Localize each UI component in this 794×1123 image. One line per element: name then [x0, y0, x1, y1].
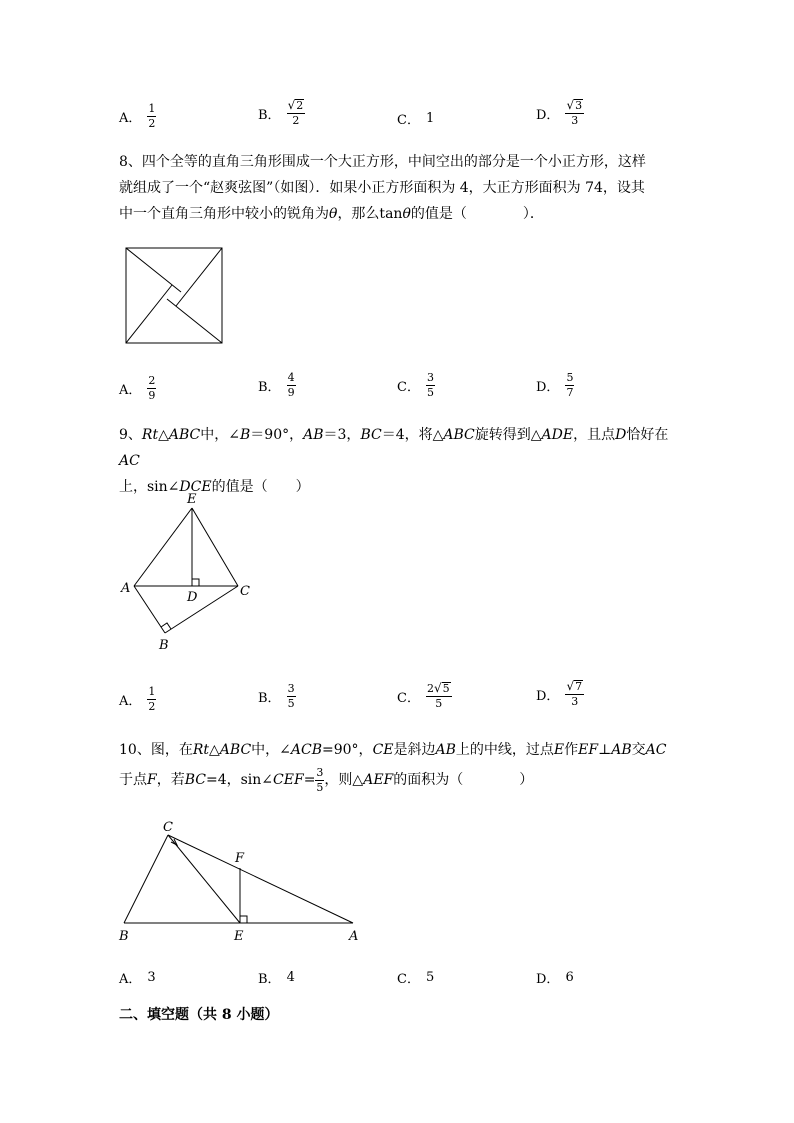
fraction: √ 3 3 — [566, 98, 583, 127]
label-e: E — [234, 929, 244, 944]
q10-option-a[interactable] — [119, 968, 156, 987]
label-c: C — [240, 584, 250, 599]
option-value: 4 — [286, 970, 295, 985]
label-d: D — [187, 590, 198, 605]
option-value: 1 — [425, 111, 435, 126]
q10-option-c[interactable] — [397, 968, 434, 987]
label-b: B — [159, 638, 169, 653]
option-label: B． — [258, 380, 281, 395]
fraction: $\frac{3}{5}$ — [287, 682, 295, 710]
fraction: √ 2 2 — [287, 98, 304, 127]
q8-option-b[interactable] — [258, 372, 296, 399]
fraction: $\frac{1}{2}$ — [148, 685, 156, 713]
option-label: B． — [258, 107, 281, 123]
option-label: B． — [258, 691, 281, 706]
q7-option-a[interactable] — [119, 103, 156, 130]
fraction: √ 7 3 — [566, 679, 583, 708]
option-label: A． — [119, 111, 142, 126]
fraction: $\frac{5}{7}$ — [566, 371, 574, 399]
fraction: $\frac{2}{9}$ — [148, 374, 156, 402]
option-label: B． — [258, 972, 281, 987]
label-e: E — [187, 492, 197, 507]
option-label: A． — [119, 972, 142, 987]
q10-option-b[interactable] — [258, 968, 295, 987]
option-label: D． — [536, 688, 560, 704]
fraction: $\frac{1}{2}$ — [148, 102, 156, 130]
label-a: A — [121, 581, 131, 596]
q8-option-a[interactable] — [119, 375, 156, 402]
fraction: $\frac{3}{5}$ — [426, 371, 434, 399]
fraction: $\frac{4}{9}$ — [287, 371, 295, 399]
label-c: C — [163, 820, 173, 835]
option-value: 5 — [425, 970, 435, 985]
label-a: A — [349, 929, 359, 944]
option-label: C． — [397, 690, 420, 706]
option-label: A． — [119, 694, 142, 709]
q9-option-b[interactable] — [258, 683, 296, 710]
option-label: C． — [397, 972, 420, 987]
fraction: 2 √ 5 5 — [426, 681, 450, 710]
section-heading: 二、填空题（共 8 小题） — [119, 1007, 279, 1023]
q10-triangle-figure — [112, 815, 372, 945]
option-label: D． — [536, 107, 560, 123]
option-value: 6 — [565, 970, 574, 985]
q7-option-b[interactable] — [258, 99, 305, 127]
q9-option-d[interactable] — [536, 680, 584, 708]
option-label: D． — [536, 972, 560, 987]
q8-option-c[interactable] — [397, 372, 435, 399]
q10-option-d[interactable] — [536, 968, 574, 987]
q9-triangle-figure — [118, 488, 258, 658]
label-b: B — [119, 929, 129, 944]
fraction: $\frac{3}{5}$ — [316, 765, 324, 794]
q8-option-d[interactable] — [536, 372, 574, 399]
q9-option-c[interactable] — [397, 682, 452, 710]
label-f: F — [235, 851, 245, 866]
q10-question: 10、图，在Rt△ABC中，∠ACB=90°，CE是斜边AB上的中线，过点E作EF⊥AB交AC 于点F，若BC=4，sin∠CEF= $\frac{3}{5}$ ，则△AEF的面积为（ ） — [119, 742, 667, 794]
q7-option-c[interactable] — [397, 109, 434, 128]
option-label: C． — [397, 380, 420, 395]
q9-question: 9、Rt△ABC中，∠B＝90°，AB＝3，BC＝4，将△ABC旋转得到△ADE，且点D恰好在AC 上，sin∠DCE的值是（ ） — [119, 427, 669, 495]
option-value: 3 — [147, 970, 156, 985]
q8-question: 8、四个全等的直角三角形围成一个大正方形，中间空出的部分是一个小正方形，这样 就组成了一个“赵爽弦图”（如图）．如果小正方形面积为 4，大正方形面积为 74，设其 中一个直角三角形中较小的锐角为θ，那么tanθ的值是（ ）． — [119, 154, 646, 222]
option-label: C． — [397, 113, 420, 128]
zhao-shuang-figure — [120, 242, 230, 348]
option-label: A． — [119, 383, 142, 398]
q9-option-a[interactable] — [119, 686, 156, 713]
q7-option-d[interactable] — [536, 99, 584, 127]
option-label: D． — [536, 380, 560, 395]
